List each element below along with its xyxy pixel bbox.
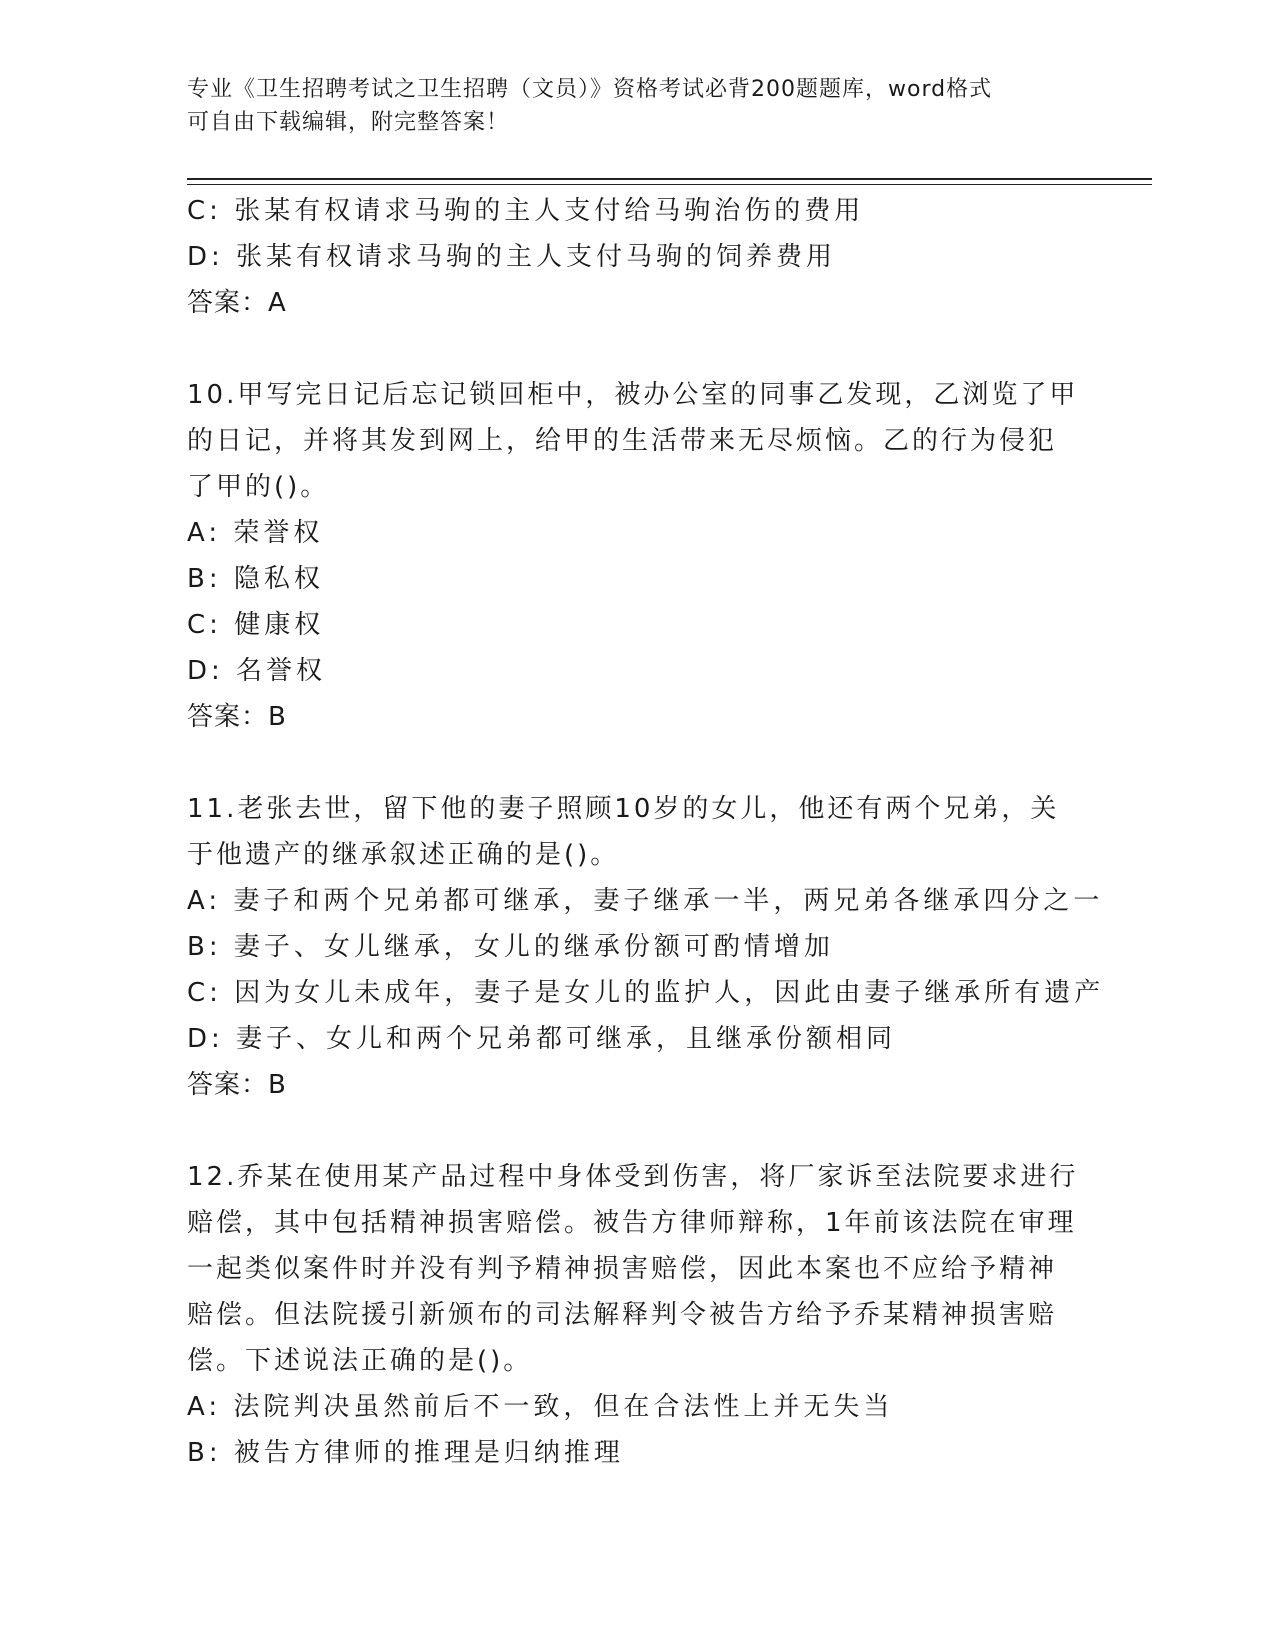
stem-line: 12.乔某在使用某产品过程中身体受到伤害，将厂家诉至法院要求进行 [187,1162,1079,1192]
question-12 [187,1154,1087,1476]
option-b: B: 被告方律师的推理是归纳推理 [187,1438,624,1468]
stem-line: 的日记，并将其发到网上，给甲的生活带来无尽烦恼。乙的行为侵犯 [187,426,1058,456]
question-10 [187,372,1087,740]
document-body [187,188,1105,1476]
option-a: A: 荣誉权 [187,518,324,548]
answer-line: 答案：B [187,702,287,732]
stem-line: 一起类似案件时并没有判予精神损害赔偿，因此本案也不应给予精神 [187,1254,1058,1284]
option-a: A: 妻子和两个兄弟都可继承，妻子继承一半，两兄弟各继承四分之一 [187,886,1104,916]
question-stem [187,372,1087,510]
answer-line: 答案：A [187,288,287,318]
stem-line: 于他遗产的继承叙述正确的是()。 [187,840,620,870]
question-stem [187,1154,1087,1384]
option-d: D: 名誉权 [187,656,327,686]
option-d: D: 张某有权请求马驹的主人支付马驹的饲养费用 [187,242,837,272]
header-divider-thin [187,184,1152,185]
stem-line: 11.老张去世，留下他的妻子照顾10岁的女儿，他还有两个兄弟，关 [187,794,1060,824]
prev-question [187,188,1087,326]
document-header [187,73,1087,139]
option-c: C: 健康权 [187,610,325,640]
stem-line: 10.甲写完日记后忘记锁回柜中，被办公室的同事乙发现，乙浏览了甲 [187,380,1079,410]
option-d: D: 妻子、女儿和两个兄弟都可继承，且继承份额相同 [187,1024,897,1054]
option-a: A: 法院判决虽然前后不一致，但在合法性上并无失当 [187,1392,894,1422]
option-c: C: 因为女儿未成年，妻子是女儿的监护人，因此由妻子继承所有遗产 [187,978,1105,1008]
header-divider-thick [187,178,1152,180]
question-11 [187,786,1105,1108]
stem-line: 赔偿。但法院援引新颁布的司法解释判令被告方给予乔某精神损害赔 [187,1300,1058,1330]
option-b: B: 隐私权 [187,564,324,594]
question-stem [187,786,1087,878]
option-c: C: 张某有权请求马驹的主人支付给马驹治伤的费用 [187,196,865,226]
header-line-2: 可自由下载编辑，附完整答案！ [187,110,510,135]
stem-line: 偿。下述说法正确的是()。 [187,1346,533,1376]
option-b: B: 妻子、女儿继承，女儿的继承份额可酌情增加 [187,932,834,962]
stem-line: 了甲的()。 [187,472,330,502]
stem-line: 赔偿，其中包括精神损害赔偿。被告方律师辩称，1年前该法院在审理 [187,1208,1077,1238]
header-line-1: 专业《卫生招聘考试之卫生招聘（文员）》资格考试必背200题题库，word格式 [187,77,993,102]
answer-line: 答案：B [187,1070,287,1100]
